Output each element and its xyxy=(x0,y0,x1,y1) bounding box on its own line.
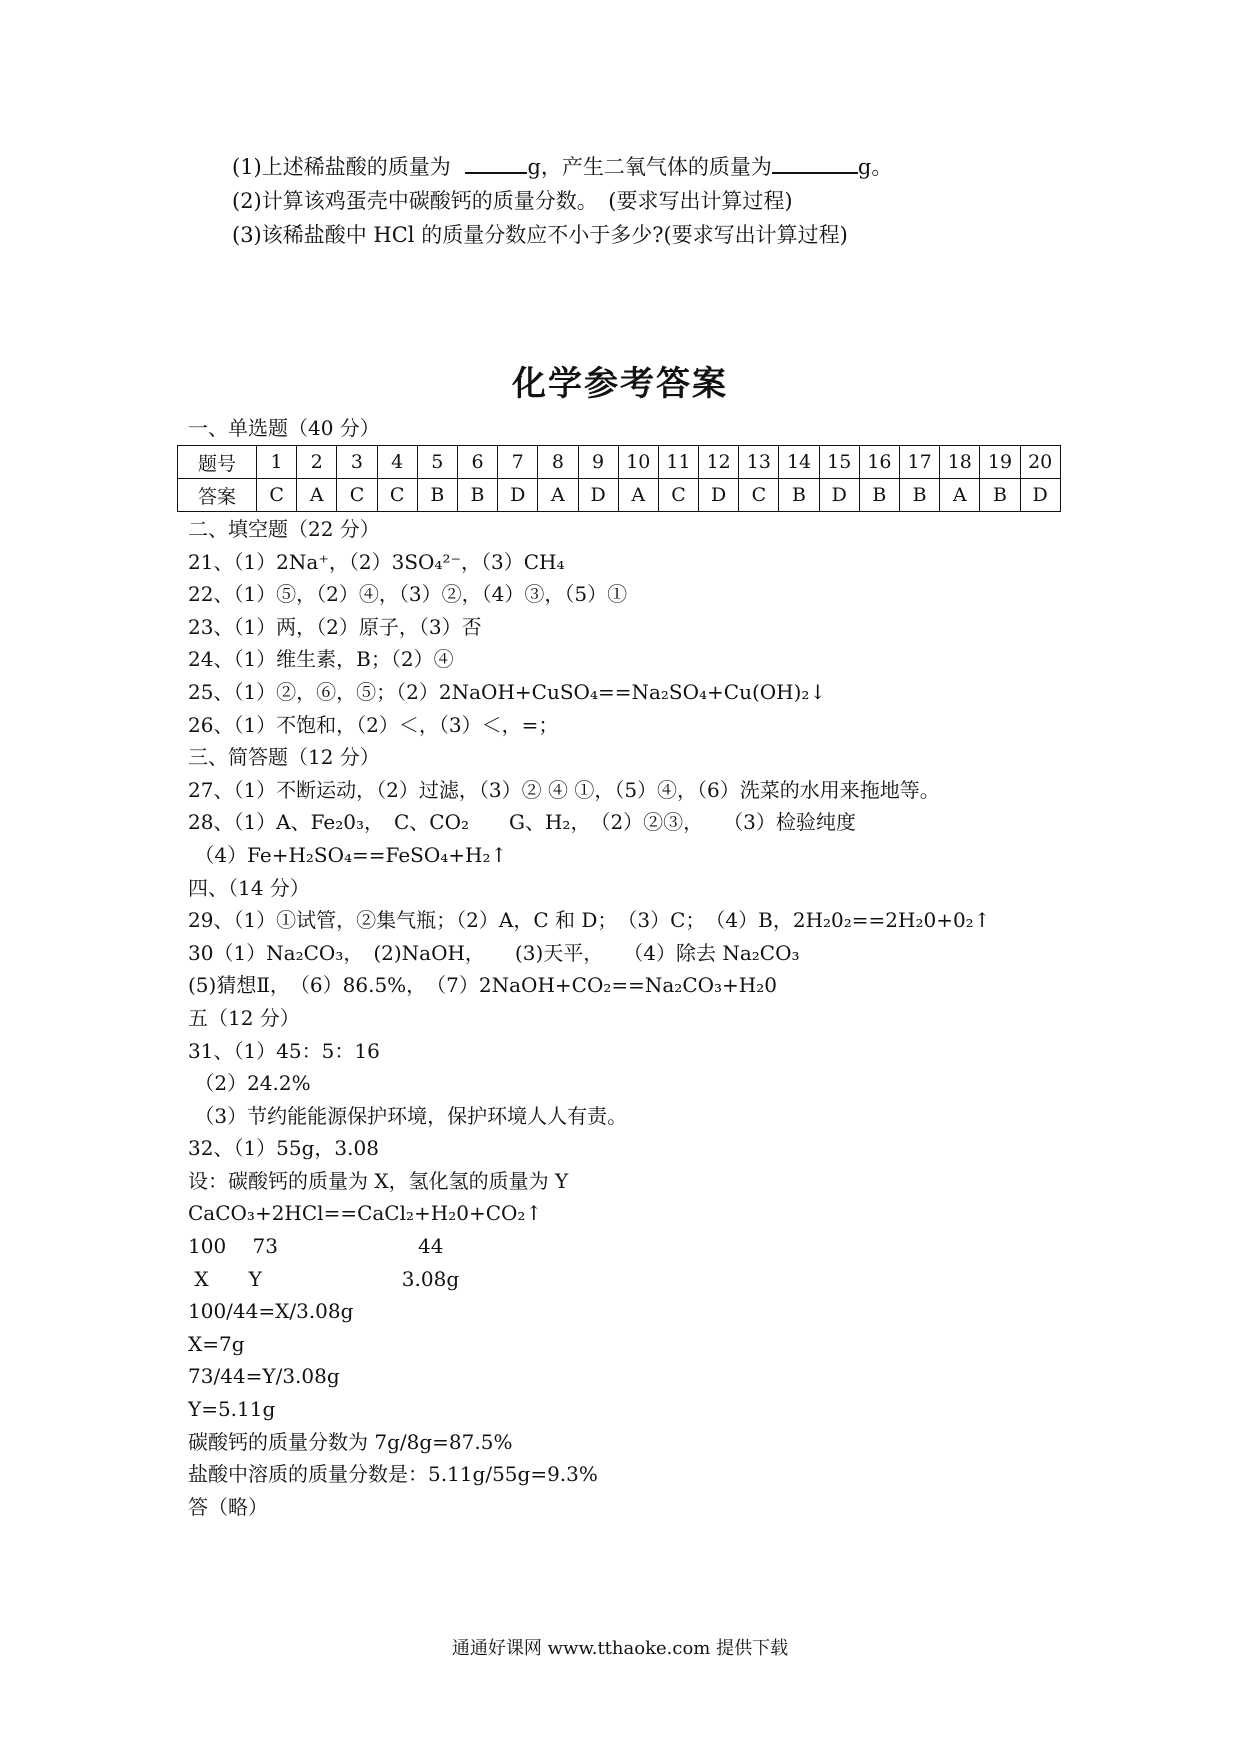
question-number-cell: 4 xyxy=(377,446,417,479)
question-1-text-c: g。 xyxy=(857,155,893,179)
question-1-text-b: g，产生二氧气体的质量为 xyxy=(527,155,772,179)
question-number-cell: 15 xyxy=(819,446,859,479)
answer-line: 27、（1）不断运动，（2）过滤，（3）② ④ ①，（5）④，（6）洗菜的水用来拖地等。 xyxy=(188,777,940,802)
answer-cell: B xyxy=(779,479,819,512)
question-number-cell: 9 xyxy=(578,446,618,479)
answer-line: 二、填空题（22 分） xyxy=(188,517,380,541)
answer-line: 25、（1）②，⑥，⑤；（2）2NaOH+CuSO₄==Na₂SO₄+Cu(OH)₂↓ xyxy=(188,679,827,704)
question-number-cell: 13 xyxy=(739,446,779,479)
answer-line: X=7g xyxy=(188,1331,245,1356)
answer-cell: C xyxy=(377,479,417,512)
answer-cell: C xyxy=(337,479,377,512)
question-2: (2)计算该鸡蛋壳中碳酸钙的质量分数。 (要求写出计算过程) xyxy=(232,189,793,213)
answer-cell: C xyxy=(739,479,779,512)
question-number-cell: 19 xyxy=(980,446,1020,479)
question-number-cell: 3 xyxy=(337,446,377,479)
answer-line: X Y 3.08g xyxy=(188,1266,460,1291)
question-number-cell: 2 xyxy=(297,446,337,479)
answer-line: 碳酸钙的质量分数为 7g/8g=87.5% xyxy=(188,1429,513,1454)
answer-cell: C xyxy=(658,479,698,512)
question-number-cell: 14 xyxy=(779,446,819,479)
answer-cell: A xyxy=(297,479,337,512)
question-3: (3)该稀盐酸中 HCl 的质量分数应不小于多少?(要求写出计算过程) xyxy=(232,223,848,247)
question-1-text-a: (1)上述稀盐酸的质量为 xyxy=(232,155,451,179)
answer-cell: D xyxy=(1020,479,1060,512)
answer-blank-2 xyxy=(772,150,858,174)
answer-cell: A xyxy=(618,479,658,512)
answer-line: 22、（1）⑤，（2）④，（3）②，（4）③，（5）① xyxy=(188,582,628,607)
question-number-cell: 7 xyxy=(498,446,538,479)
question-number-cell: 16 xyxy=(859,446,899,479)
answer-line: Y=5.11g xyxy=(188,1397,276,1422)
answer-line: 设：碳酸钙的质量为 X，氢化氢的质量为 Y xyxy=(188,1168,569,1193)
answer-cell: B xyxy=(900,479,940,512)
answer-line: （2）24.2% xyxy=(188,1071,311,1096)
answer-line: 四、（14 分） xyxy=(188,875,310,900)
answer-header-cell: 答案 xyxy=(178,479,257,512)
answer-line: （3）节约能能源保护环境，保护环境人人有责。 xyxy=(188,1103,628,1128)
answer-cell: D xyxy=(498,479,538,512)
question-number-cell: 17 xyxy=(900,446,940,479)
footer-watermark: 通通好课网 www.tthaoke.com 提供下载 xyxy=(451,1638,789,1659)
answer-line: 答（略） xyxy=(188,1494,268,1519)
answer-cell: D xyxy=(819,479,859,512)
answer-line: 73/44=Y/3.08g xyxy=(188,1364,340,1389)
answer-line: 五（12 分） xyxy=(188,1005,300,1030)
answer-cell: A xyxy=(940,479,980,512)
answer-cell: D xyxy=(578,479,618,512)
answer-blank-1 xyxy=(465,150,527,174)
answer-lines xyxy=(188,513,990,1523)
number-header-cell: 题号 xyxy=(178,446,257,479)
answer-table-number-row xyxy=(178,446,1061,479)
section-1-heading: 一、单选题（40 分） xyxy=(188,416,380,440)
question-number-cell: 8 xyxy=(538,446,578,479)
question-1 xyxy=(232,150,892,184)
answer-line: (5)猜想Ⅱ， （6）86.5%， （7）2NaOH+CO₂==Na₂CO₃+H₂0 xyxy=(188,973,777,998)
answer-line: 30（1）Na₂CO₃， (2)NaOH， (3)天平， （4）除去 Na₂CO₃ xyxy=(188,940,800,965)
question-number-cell: 10 xyxy=(618,446,658,479)
answer-line: 21、（1）2Na⁺，（2）3SO₄²⁻，（3）CH₄ xyxy=(188,549,565,574)
answer-line: 100 73 44 xyxy=(188,1234,444,1259)
question-number-cell: 20 xyxy=(1020,446,1060,479)
answer-cell: D xyxy=(699,479,739,512)
question-number-cell: 1 xyxy=(257,446,297,479)
answer-cell: B xyxy=(980,479,1020,512)
answer-table-answer-row xyxy=(178,479,1061,512)
answer-table xyxy=(177,445,1061,512)
answer-line: 32、（1）55g，3.08 xyxy=(188,1136,379,1161)
answer-line: 31、（1）45：5：16 xyxy=(188,1038,380,1063)
question-number-cell: 11 xyxy=(658,446,698,479)
page-title: 化学参考答案 xyxy=(512,364,728,404)
answer-cell: B xyxy=(859,479,899,512)
answer-line: 24、（1）维生素，B；（2）④ xyxy=(188,647,454,672)
question-number-cell: 6 xyxy=(457,446,497,479)
answer-cell: B xyxy=(417,479,457,512)
answer-cell: A xyxy=(538,479,578,512)
question-number-cell: 12 xyxy=(699,446,739,479)
answer-line: （4）Fe+H₂SO₄==FeSO₄+H₂↑ xyxy=(188,842,508,867)
answer-cell: B xyxy=(457,479,497,512)
answer-line: 28、（1）A、Fe₂0₃， C、CO₂ G、H₂， （2）②③， （3）检验纯度 xyxy=(188,810,856,835)
question-block xyxy=(232,150,892,252)
answer-line: 三、简答题（12 分） xyxy=(188,745,380,770)
question-number-cell: 5 xyxy=(417,446,457,479)
answer-line: 26、（1）不饱和，（2）＜，（3）＜，=； xyxy=(188,712,559,737)
answer-line: 盐酸中溶质的质量分数是：5.11g/55g=9.3% xyxy=(188,1462,598,1487)
answer-cell: C xyxy=(257,479,297,512)
answer-line: 29、（1）①试管，②集气瓶；（2）A，C 和 D； （3）C； （4）B，2H₂0₂==2H₂0+0₂↑ xyxy=(188,908,991,933)
question-number-cell: 18 xyxy=(940,446,980,479)
answer-line: CaCO₃+2HCl==CaCl₂+H₂0+CO₂↑ xyxy=(188,1201,543,1226)
answer-line: 23、（1）两，（2）原子，（3）否 xyxy=(188,614,482,639)
answer-line: 100/44=X/3.08g xyxy=(188,1299,354,1324)
